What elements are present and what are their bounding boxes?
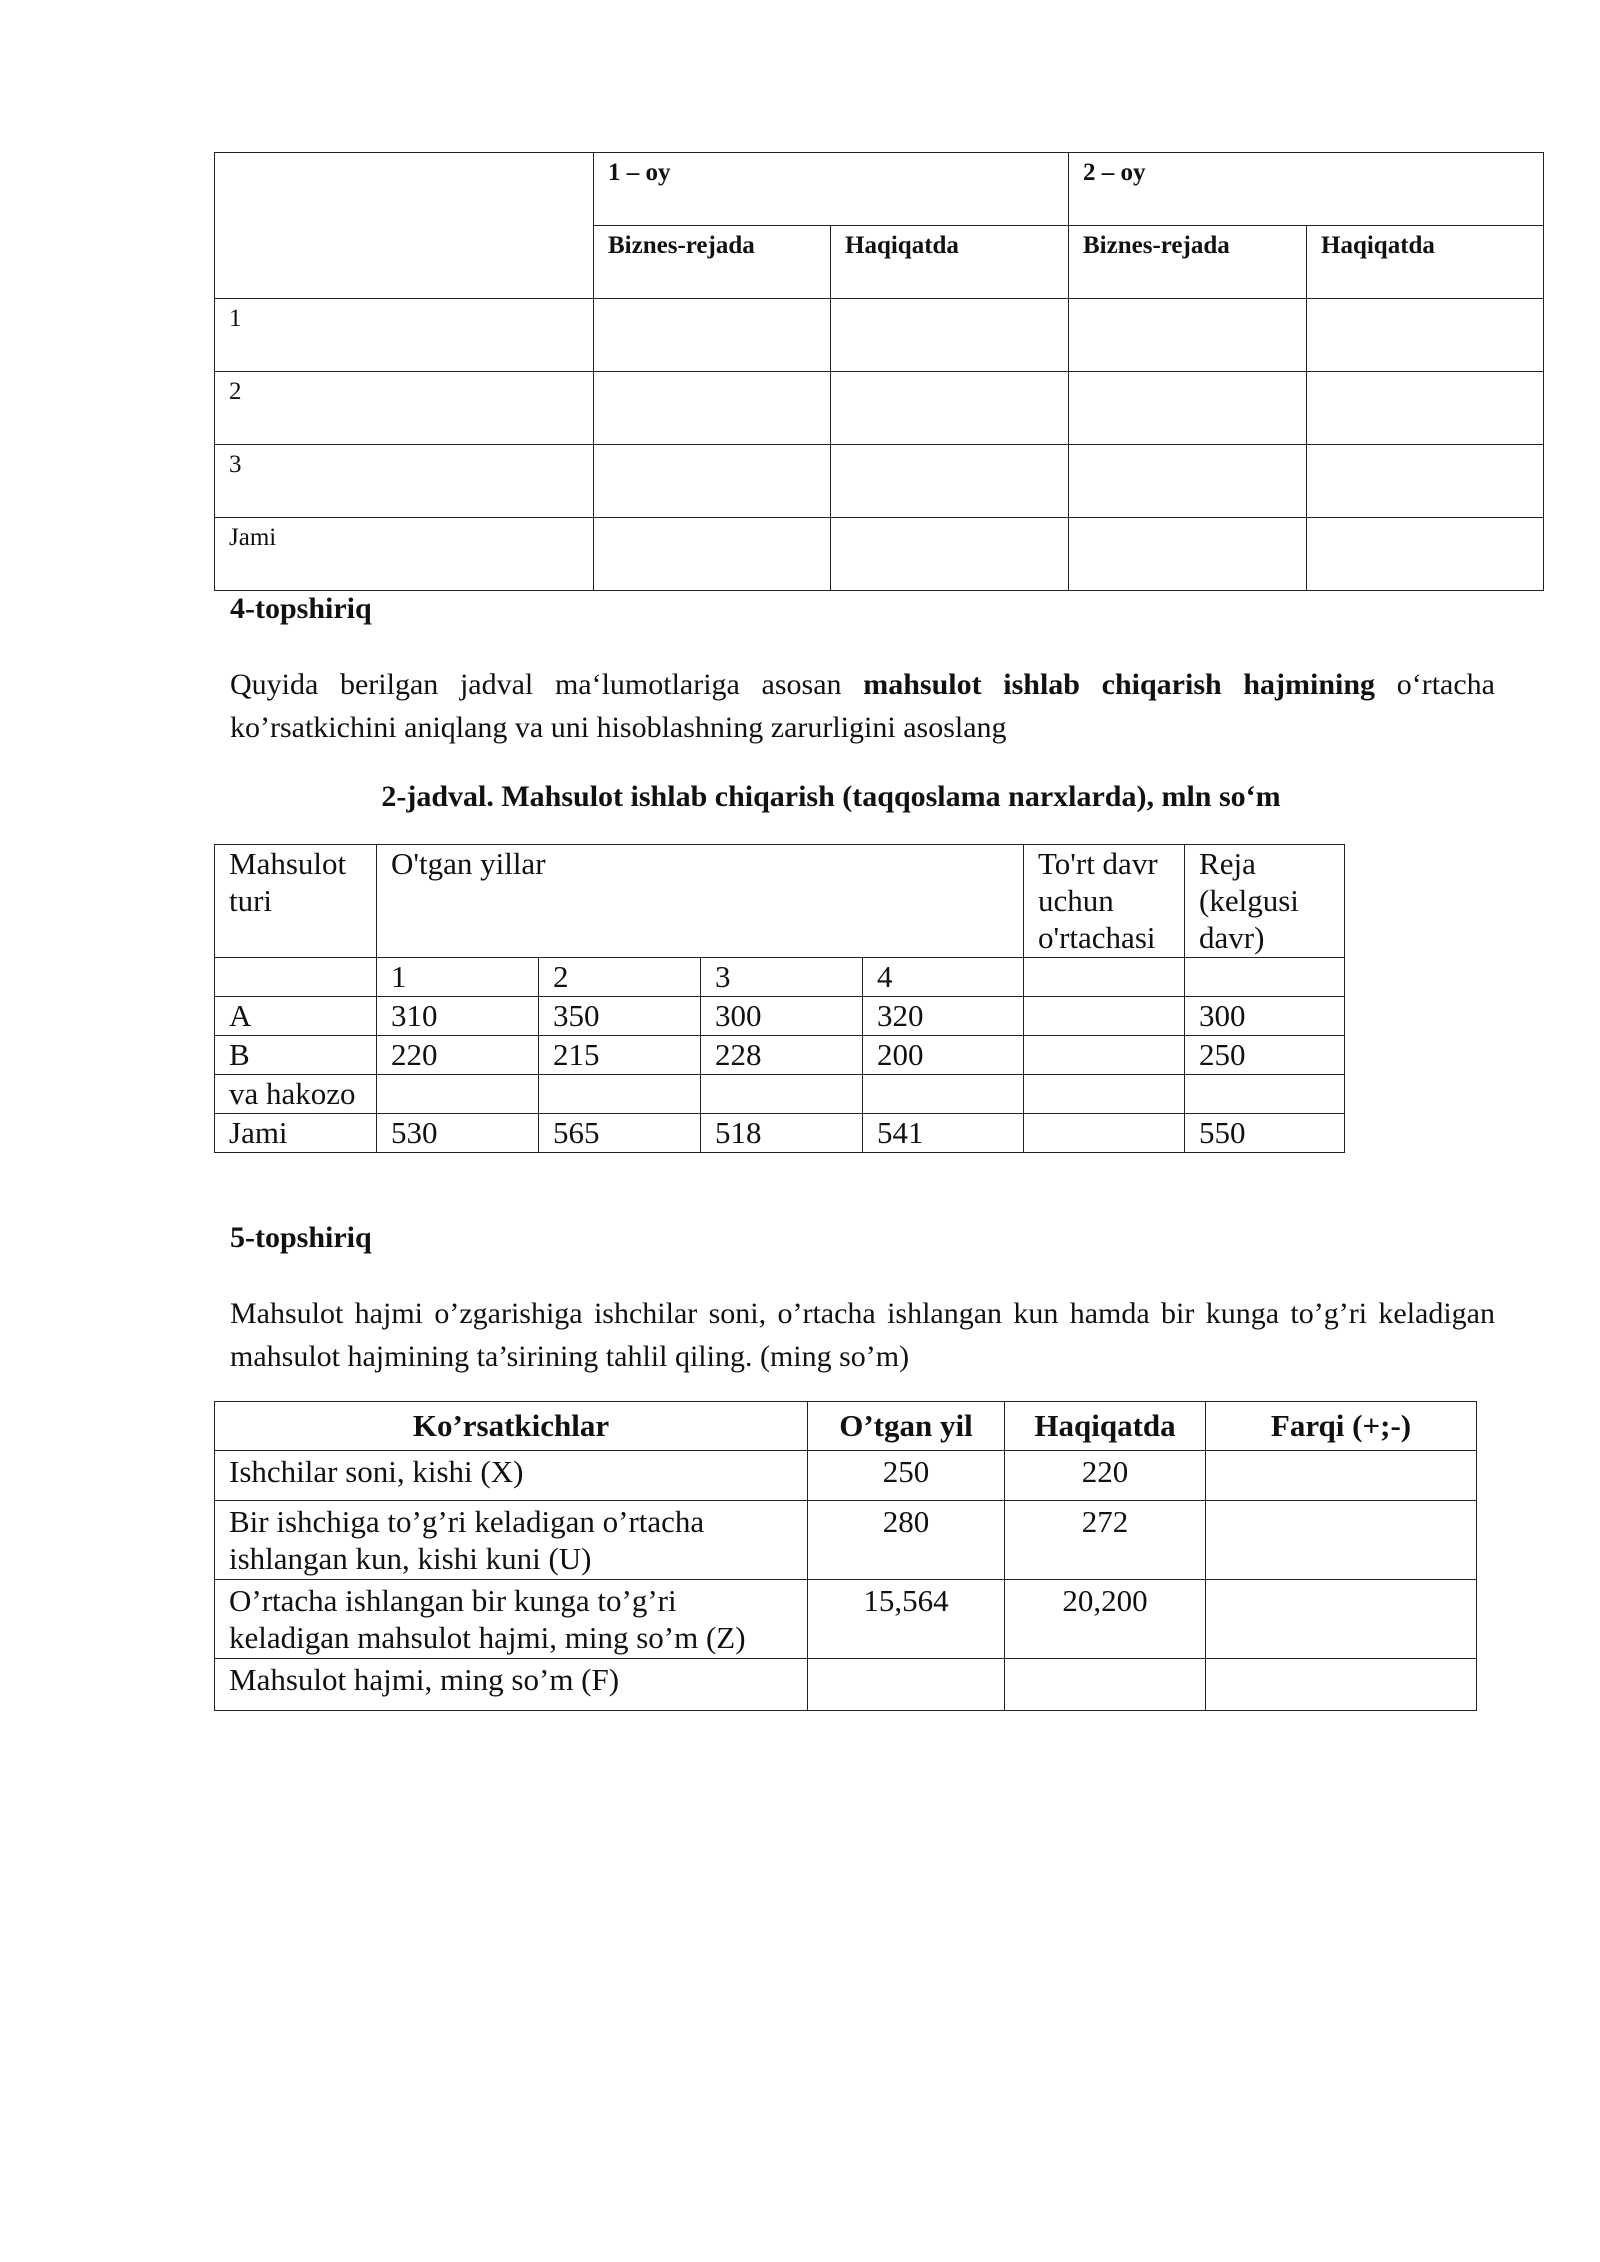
table-cell: 550 <box>1185 1114 1345 1153</box>
table-cell: 280 <box>808 1501 1005 1580</box>
indicator-label: Bir ishchiga to’g’ri keladigan o’rtacha ishlangan kun, kishi kuni (U) <box>215 1501 808 1580</box>
table-cell: 250 <box>808 1451 1005 1501</box>
table1-sub-header: Haqiqatda <box>831 226 1069 299</box>
table1-row-label: 3 <box>215 445 594 518</box>
table-row <box>215 1114 1345 1153</box>
table-cell: 541 <box>863 1114 1024 1153</box>
year-number: 2 <box>539 958 701 997</box>
table-cell <box>1206 1501 1477 1580</box>
table-cell: 20,200 <box>1005 1580 1206 1659</box>
factor-analysis-table <box>214 1401 1477 1711</box>
past-years-header: O'tgan yillar <box>377 845 1024 958</box>
task4-paragraph-end: o‘rtacha ko’rsatkichini aniqlang va uni hisoblashning zarurligini asoslang <box>230 668 1496 744</box>
table-row <box>215 1451 1477 1501</box>
table-cell <box>594 445 831 518</box>
plan-header: Reja (kelgusi davr) <box>1185 845 1345 958</box>
four-period-average-header: To'rt davr uchun o'rtachasi <box>1024 845 1185 958</box>
table-cell <box>1024 958 1185 997</box>
table-cell: 300 <box>1185 997 1345 1036</box>
monthly-plan-table <box>214 152 1544 591</box>
table-cell <box>1307 518 1544 591</box>
table-cell <box>1307 445 1544 518</box>
table-cell <box>594 299 831 372</box>
table-cell <box>1005 1659 1206 1711</box>
table-cell <box>594 372 831 445</box>
table-cell: 15,564 <box>808 1580 1005 1659</box>
table-row <box>215 1580 1477 1659</box>
product-type-header: Mahsulot turi <box>215 845 377 958</box>
table-cell: 350 <box>539 997 701 1036</box>
table-cell: 215 <box>539 1036 701 1075</box>
table-cell: 228 <box>701 1036 863 1075</box>
table-cell: 220 <box>1005 1451 1206 1501</box>
product-label: va hakozo <box>215 1075 377 1114</box>
year-number: 3 <box>701 958 863 997</box>
table-cell <box>1206 1580 1477 1659</box>
table-cell: 518 <box>701 1114 863 1153</box>
table-row <box>215 997 1345 1036</box>
product-label: B <box>215 1036 377 1075</box>
table-cell <box>1307 372 1544 445</box>
table-row <box>215 1501 1477 1580</box>
table-cell: 220 <box>377 1036 539 1075</box>
table1-sub-header: Haqiqatda <box>1307 226 1544 299</box>
table-row <box>215 1659 1477 1711</box>
year-number-row <box>215 958 1345 997</box>
indicator-label: Ishchilar soni, kishi (X) <box>215 1451 808 1501</box>
table-cell <box>863 1075 1024 1114</box>
table-cell: 250 <box>1185 1036 1345 1075</box>
table-cell <box>1185 958 1345 997</box>
table-row <box>215 372 1544 445</box>
indicator-label: Mahsulot hajmi, ming so’m (F) <box>215 1659 808 1711</box>
table-row <box>215 1036 1345 1075</box>
table-cell <box>1069 445 1307 518</box>
table-cell: 320 <box>863 997 1024 1036</box>
table-cell <box>831 372 1069 445</box>
indicators-header: Ko’rsatkichlar <box>215 1402 808 1451</box>
table-cell <box>1069 299 1307 372</box>
table1-sub-header: Biznes-rejada <box>1069 226 1307 299</box>
table1-month-header: 1 – oy <box>594 153 1069 226</box>
actual-header: Haqiqatda <box>1005 1402 1206 1451</box>
table-cell <box>1185 1075 1345 1114</box>
year-number: 1 <box>377 958 539 997</box>
table-cell: 310 <box>377 997 539 1036</box>
table-cell <box>594 518 831 591</box>
table-cell <box>539 1075 701 1114</box>
year-number: 4 <box>863 958 1024 997</box>
table-cell: 565 <box>539 1114 701 1153</box>
table1-month-header: 2 – oy <box>1069 153 1544 226</box>
table-cell <box>831 445 1069 518</box>
last-year-header: O’tgan yil <box>808 1402 1005 1451</box>
table-cell <box>1024 1114 1185 1153</box>
task5-heading: 5-topshiriq <box>230 1221 372 1254</box>
table1-sub-header: Biznes-rejada <box>594 226 831 299</box>
table-cell: 530 <box>377 1114 539 1153</box>
table-row <box>215 1075 1345 1114</box>
table-cell <box>1069 518 1307 591</box>
table-cell <box>1206 1451 1477 1501</box>
difference-header: Farqi (+;-) <box>1206 1402 1477 1451</box>
table-cell <box>1024 1036 1185 1075</box>
table1-row-label: Jami <box>215 518 594 591</box>
task4-paragraph <box>230 663 1495 749</box>
task5-paragraph: Mahsulot hajmi o’zgarishiga ishchilar soni, o’rtacha ishlangan kun hamda bir kunga to’g’ri keladigan mahsulot hajmining ta’sirining tahlil qiling. (ming so’m) <box>230 1297 1495 1373</box>
table-cell: 300 <box>701 997 863 1036</box>
table-cell <box>1069 372 1307 445</box>
table-cell <box>1206 1659 1477 1711</box>
task4-paragraph-start: Quyida berilgan jadval ma‘lumotlariga asosan <box>230 668 864 701</box>
table-cell <box>831 518 1069 591</box>
table-cell <box>215 958 377 997</box>
table-row <box>215 518 1544 591</box>
table-cell <box>1307 299 1544 372</box>
production-table <box>214 844 1345 1153</box>
table1-row-label: 1 <box>215 299 594 372</box>
table-cell <box>808 1659 1005 1711</box>
table-cell <box>1024 1075 1185 1114</box>
table-cell <box>831 299 1069 372</box>
table-row <box>215 445 1544 518</box>
task4-heading: 4-topshiriq <box>230 592 372 625</box>
table-cell <box>1024 997 1185 1036</box>
product-label: A <box>215 997 377 1036</box>
table-cell: 272 <box>1005 1501 1206 1580</box>
table-cell: 200 <box>863 1036 1024 1075</box>
table1-row-label: 2 <box>215 372 594 445</box>
table-cell <box>701 1075 863 1114</box>
task4-paragraph-bold: mahsulot ishlab chiqarish hajmining <box>863 668 1376 701</box>
table-cell <box>377 1075 539 1114</box>
table1-corner-cell <box>215 153 594 299</box>
table-row <box>215 299 1544 372</box>
table2-caption: 2-jadval. Mahsulot ishlab chiqarish (taqqoslama narxlarda), mln so‘m <box>381 780 1281 813</box>
product-label: Jami <box>215 1114 377 1153</box>
indicator-label: O’rtacha ishlangan bir kunga to’g’ri keladigan mahsulot hajmi, ming so’m (Z) <box>215 1580 808 1659</box>
